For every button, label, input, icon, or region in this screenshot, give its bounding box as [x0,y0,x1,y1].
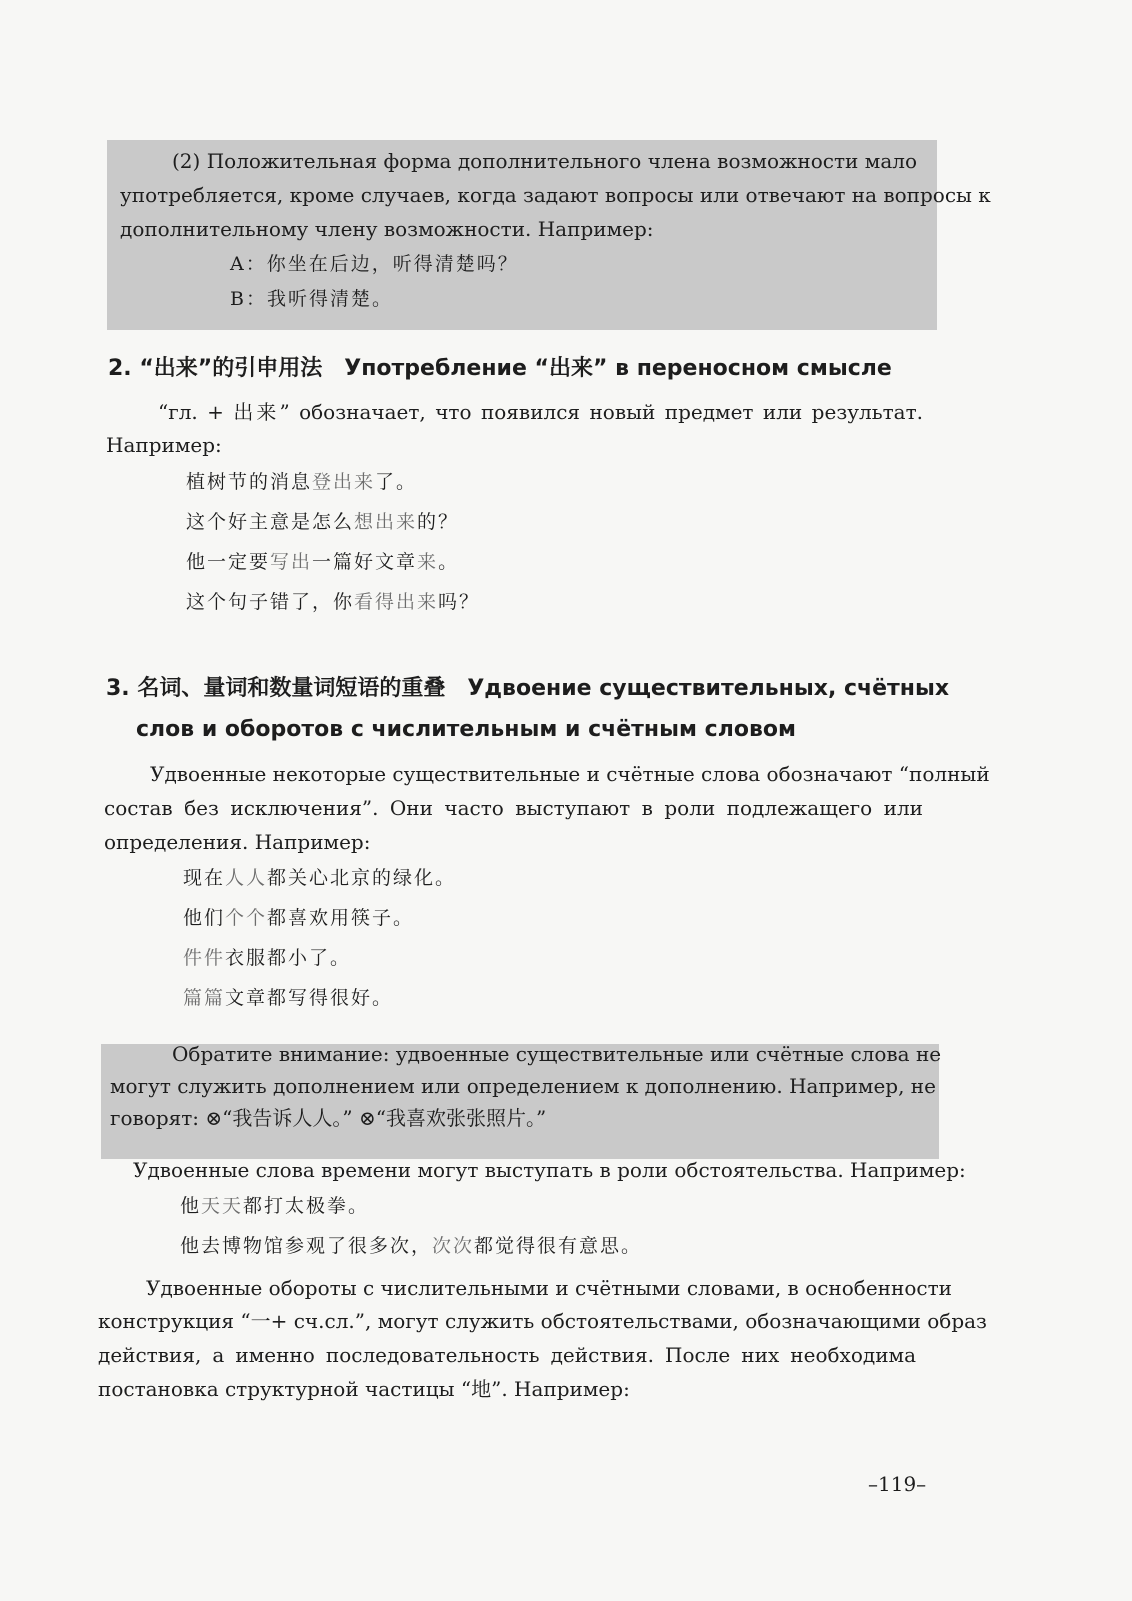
note-paragraph-line: Обратите внимание: удвоенные существительные или счётные слова не [172,1042,942,1066]
paragraph-line: Удвоенные некоторые существительные и счётные слова обозначают “полный [150,762,990,786]
section-heading: 2. “出来”的引申用法 Употребление “出来” в переносном смысле [108,356,892,381]
note-paragraph-line: употребляется, кроме случаев, когда задают вопросы или отвечают на вопросы к [120,183,991,207]
example-sentence: 他们个个都喜欢用筷子。 [183,907,415,929]
note-paragraph-line: говорят: ⊗“我告诉人人。” ⊗“我喜欢张张照片。” [110,1106,547,1130]
example-sentence: A：你坐在后边，听得清楚吗？ [230,253,519,275]
paragraph-line: “гл. + 出来” обозначает, что появился новый предмет или результат. [158,400,923,424]
example-sentence: 件件衣服都小了。 [183,947,352,969]
note-paragraph-line: могут служить дополнением или определением к дополнению. Например, не [110,1074,936,1098]
paragraph-line: Например: [106,433,222,457]
paragraph-line: определения. Например: [104,830,371,854]
example-sentence: 他天天都打太极拳。 [180,1195,370,1217]
example-sentence: 这个好主意是怎么想出来的？ [186,511,460,533]
note-paragraph-line: (2) Положительная форма дополнительного члена возможности мало [172,149,917,173]
example-sentence: 篇篇文章都写得很好。 [183,987,394,1009]
paragraph-line: Удвоенные слова времени могут выступать в роли обстоятельства. Например: [133,1158,966,1182]
note-paragraph-line: дополнительному члену возможности. Например: [120,217,654,241]
example-sentence: B：我听得清楚。 [230,288,393,310]
example-sentence: 这个句子错了，你看得出来吗？ [186,591,481,613]
paragraph-line: действия, а именно последовательность действия. После них необходима [98,1343,916,1367]
example-sentence: 现在人人都关心北京的绿化。 [183,867,457,889]
paragraph-line: постановка структурной частицы “地”. Например: [98,1377,630,1401]
section-heading-continued: слов и оборотов с числительным и счётным словом [136,717,796,742]
page-number: –119– [868,1472,927,1496]
example-sentence: 植树节的消息登出来了。 [186,471,418,493]
example-sentence: 他去博物馆参观了很多次，次次都觉得很有意思。 [180,1235,643,1257]
example-sentence: 他一定要写出一篇好文章来。 [186,551,460,573]
paragraph-line: Удвоенные обороты с числительными и счётными словами, в оснобенности [146,1276,952,1300]
paragraph-line: состав без исключения”. Они часто выступают в роли подлежащего или [104,796,923,820]
section-heading: 3. 名词、量词和数量词短语的重叠 Удвоение существительных, счётных [106,676,950,701]
paragraph-line: конструкция “一+ сч.сл.”, могут служить обстоятельствами, обозначающими образ [98,1309,987,1333]
